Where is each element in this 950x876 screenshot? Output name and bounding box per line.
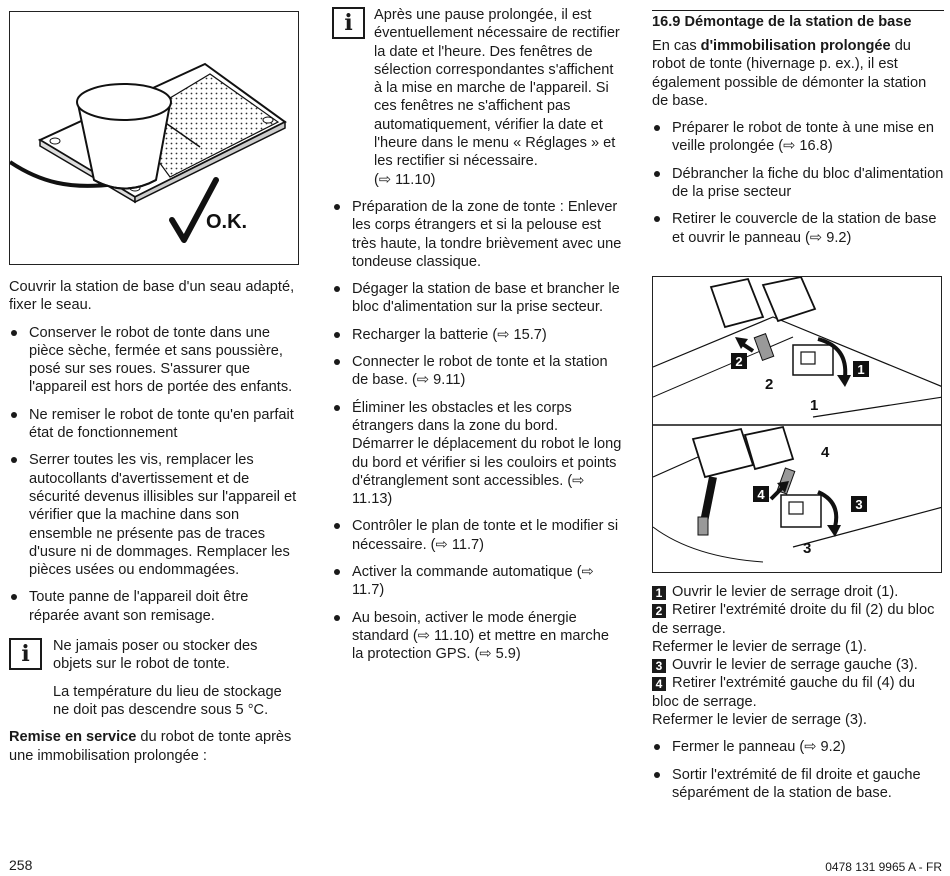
list-item: Recharger la batterie (⇨ 15.7) — [332, 326, 622, 344]
intro-part: En cas — [652, 38, 701, 54]
list-item: Retirer le couvercle de la station de base et ouvrir le panneau (⇨ 9.2) — [652, 210, 944, 247]
list-item: Conserver le robot de tonte dans une pièce sèche, fermée et sans poussière, posé sur ses roues. S'assurer que l'appareil est hors de portée des enfants. — [9, 324, 299, 397]
callout-3: 3 — [803, 540, 812, 557]
intro-bold: d'immobilisation prolongée — [700, 38, 891, 54]
list-item: Dégager la station de base et brancher le bloc d'alimentation sur la prise secteur. — [332, 280, 622, 317]
recommissioning-bullet-list — [332, 198, 622, 664]
final-steps-list — [652, 738, 944, 802]
callout-1: 1 — [810, 397, 819, 414]
step-badge-2: 2 — [735, 354, 743, 369]
list-item: Préparation de la zone de tonte : Enlever les corps étrangers et si la pelouse est très haute, la tondre brièvement avec une tondeuse classique. — [332, 198, 622, 271]
section-heading: 16.9 Démontage de la station de base — [652, 10, 944, 37]
intro-part: du robot de tonte (hivernage p. ex.), il est également possible de démonter la station de base. — [652, 38, 927, 109]
info-temperature-note: La température du lieu de stockage ne doit pas descendre sous 5 °C. — [53, 683, 282, 718]
dismantle-prep-list — [652, 119, 944, 247]
step-text: Ouvrir le levier de serrage gauche (3). — [668, 657, 918, 674]
step-text: Retirer l'extrémité droite du fil (2) du bloc de serrage. — [652, 602, 935, 637]
list-item: Au besoin, activer le mode énergie standard (⇨ 11.10) et mettre en marche la protection GPS. (⇨ 5.9) — [332, 609, 622, 664]
list-item: Serrer toutes les vis, remplacer les autocollants d'avertissement et de sécurité devenus illisibles sur l'appareil et vérifier que la machine dans son ensemble ne présente pas de traces d'usure ni de dommages. Remplacer les pièces usées ou endommagées. — [9, 451, 299, 579]
info-icon: i — [9, 638, 42, 670]
list-item: Toute panne de l'appareil doit être réparée avant son remisage. — [9, 588, 299, 625]
list-item: Préparer le robot de tonte à une mise en veille prolongée (⇨ 16.8) — [652, 119, 944, 156]
remise-bold: Remise en service — [9, 729, 137, 746]
step-text: Refermer le levier de serrage (3). — [652, 712, 867, 729]
step-number-4: 4 — [652, 677, 666, 691]
list-item: Ne remiser le robot de tonte qu'en parfait état de fonctionnement — [9, 406, 299, 443]
column-left — [9, 278, 299, 765]
step-line — [652, 674, 944, 711]
step-line — [652, 711, 944, 729]
step-badge-3: 3 — [855, 497, 863, 512]
step-text: Retirer l'extrémité gauche du fil (4) du bloc de serrage. — [652, 675, 915, 710]
step-number-1: 1 — [652, 586, 666, 600]
figure-base-station-bucket — [9, 11, 299, 265]
steps-block — [652, 583, 944, 729]
list-item: Éliminer les obstacles et les corps étrangers dans la zone du bord. Démarrer le déplacement du robot le long du bord et vérifier si les couloirs et points d'étranglement sont accessibles. (⇨ 11.13) — [332, 399, 622, 509]
page-number: 258 — [9, 857, 33, 873]
list-item: Activer la commande automatique (⇨ 11.7) — [332, 563, 622, 600]
remise-text: du robot de tonte après une immobilisation prolongée : — [9, 729, 292, 764]
step-line — [652, 601, 944, 638]
step-text: Refermer le levier de serrage (1). — [652, 638, 867, 655]
list-item: Débrancher la fiche du bloc d'alimentation de la prise secteur — [652, 165, 944, 202]
callout-2: 2 — [765, 376, 774, 393]
section-intro — [652, 37, 944, 110]
list-item: Fermer le panneau (⇨ 9.2) — [652, 738, 944, 756]
clamp-illustration — [653, 277, 942, 573]
info-icon: i — [332, 7, 365, 39]
step-line — [652, 656, 944, 674]
step-badge-1: 1 — [857, 362, 865, 377]
info-text: Ne jamais poser ou stocker des objets sur le robot de tonte. — [53, 638, 258, 673]
column-right — [652, 10, 944, 256]
info-note-date — [332, 6, 622, 189]
step-text: Ouvrir le levier de serrage droit (1). — [668, 584, 899, 600]
step-number-3: 3 — [652, 659, 666, 673]
column-right-lower — [652, 583, 944, 811]
step-line — [652, 638, 944, 656]
ok-label: O.K. — [206, 211, 248, 233]
intro-text: Couvrir la station de base d'un seau adapté, fixer le seau. — [9, 279, 295, 314]
remise-paragraph — [9, 728, 299, 765]
document-reference: 0478 131 9965 A - FR — [825, 860, 942, 874]
column-middle — [332, 6, 622, 673]
list-item: Contrôler le plan de tonte et le modifier si nécessaire. (⇨ 11.7) — [332, 517, 622, 554]
storage-bullet-list — [9, 324, 299, 625]
list-item: Connecter le robot de tonte et la station de base. (⇨ 9.11) — [332, 353, 622, 390]
info-text: Après une pause prolongée, il est éventuellement nécessaire de rectifier la date et l'heure. Des fenêtres de sélection correspondantes s'affichent à la mise en marche de l'appareil. Si ces fenêtres ne s'affichent pas automatiquement, vérifier la date et l'heure dans le menu « Réglages » et les rectifier si nécessaire. — [374, 7, 620, 170]
bucket-illustration — [10, 12, 299, 265]
callout-4: 4 — [821, 444, 830, 461]
step-line — [652, 583, 944, 601]
list-item: Sortir l'extrémité de fil droite et gauche séparément de la station de base. — [652, 766, 944, 803]
step-number-2: 2 — [652, 604, 666, 618]
step-badge-4: 4 — [757, 487, 765, 502]
figure-wire-clamps — [652, 276, 942, 573]
info-ref: (⇨ 11.10) — [374, 171, 436, 188]
info-note — [9, 637, 299, 719]
